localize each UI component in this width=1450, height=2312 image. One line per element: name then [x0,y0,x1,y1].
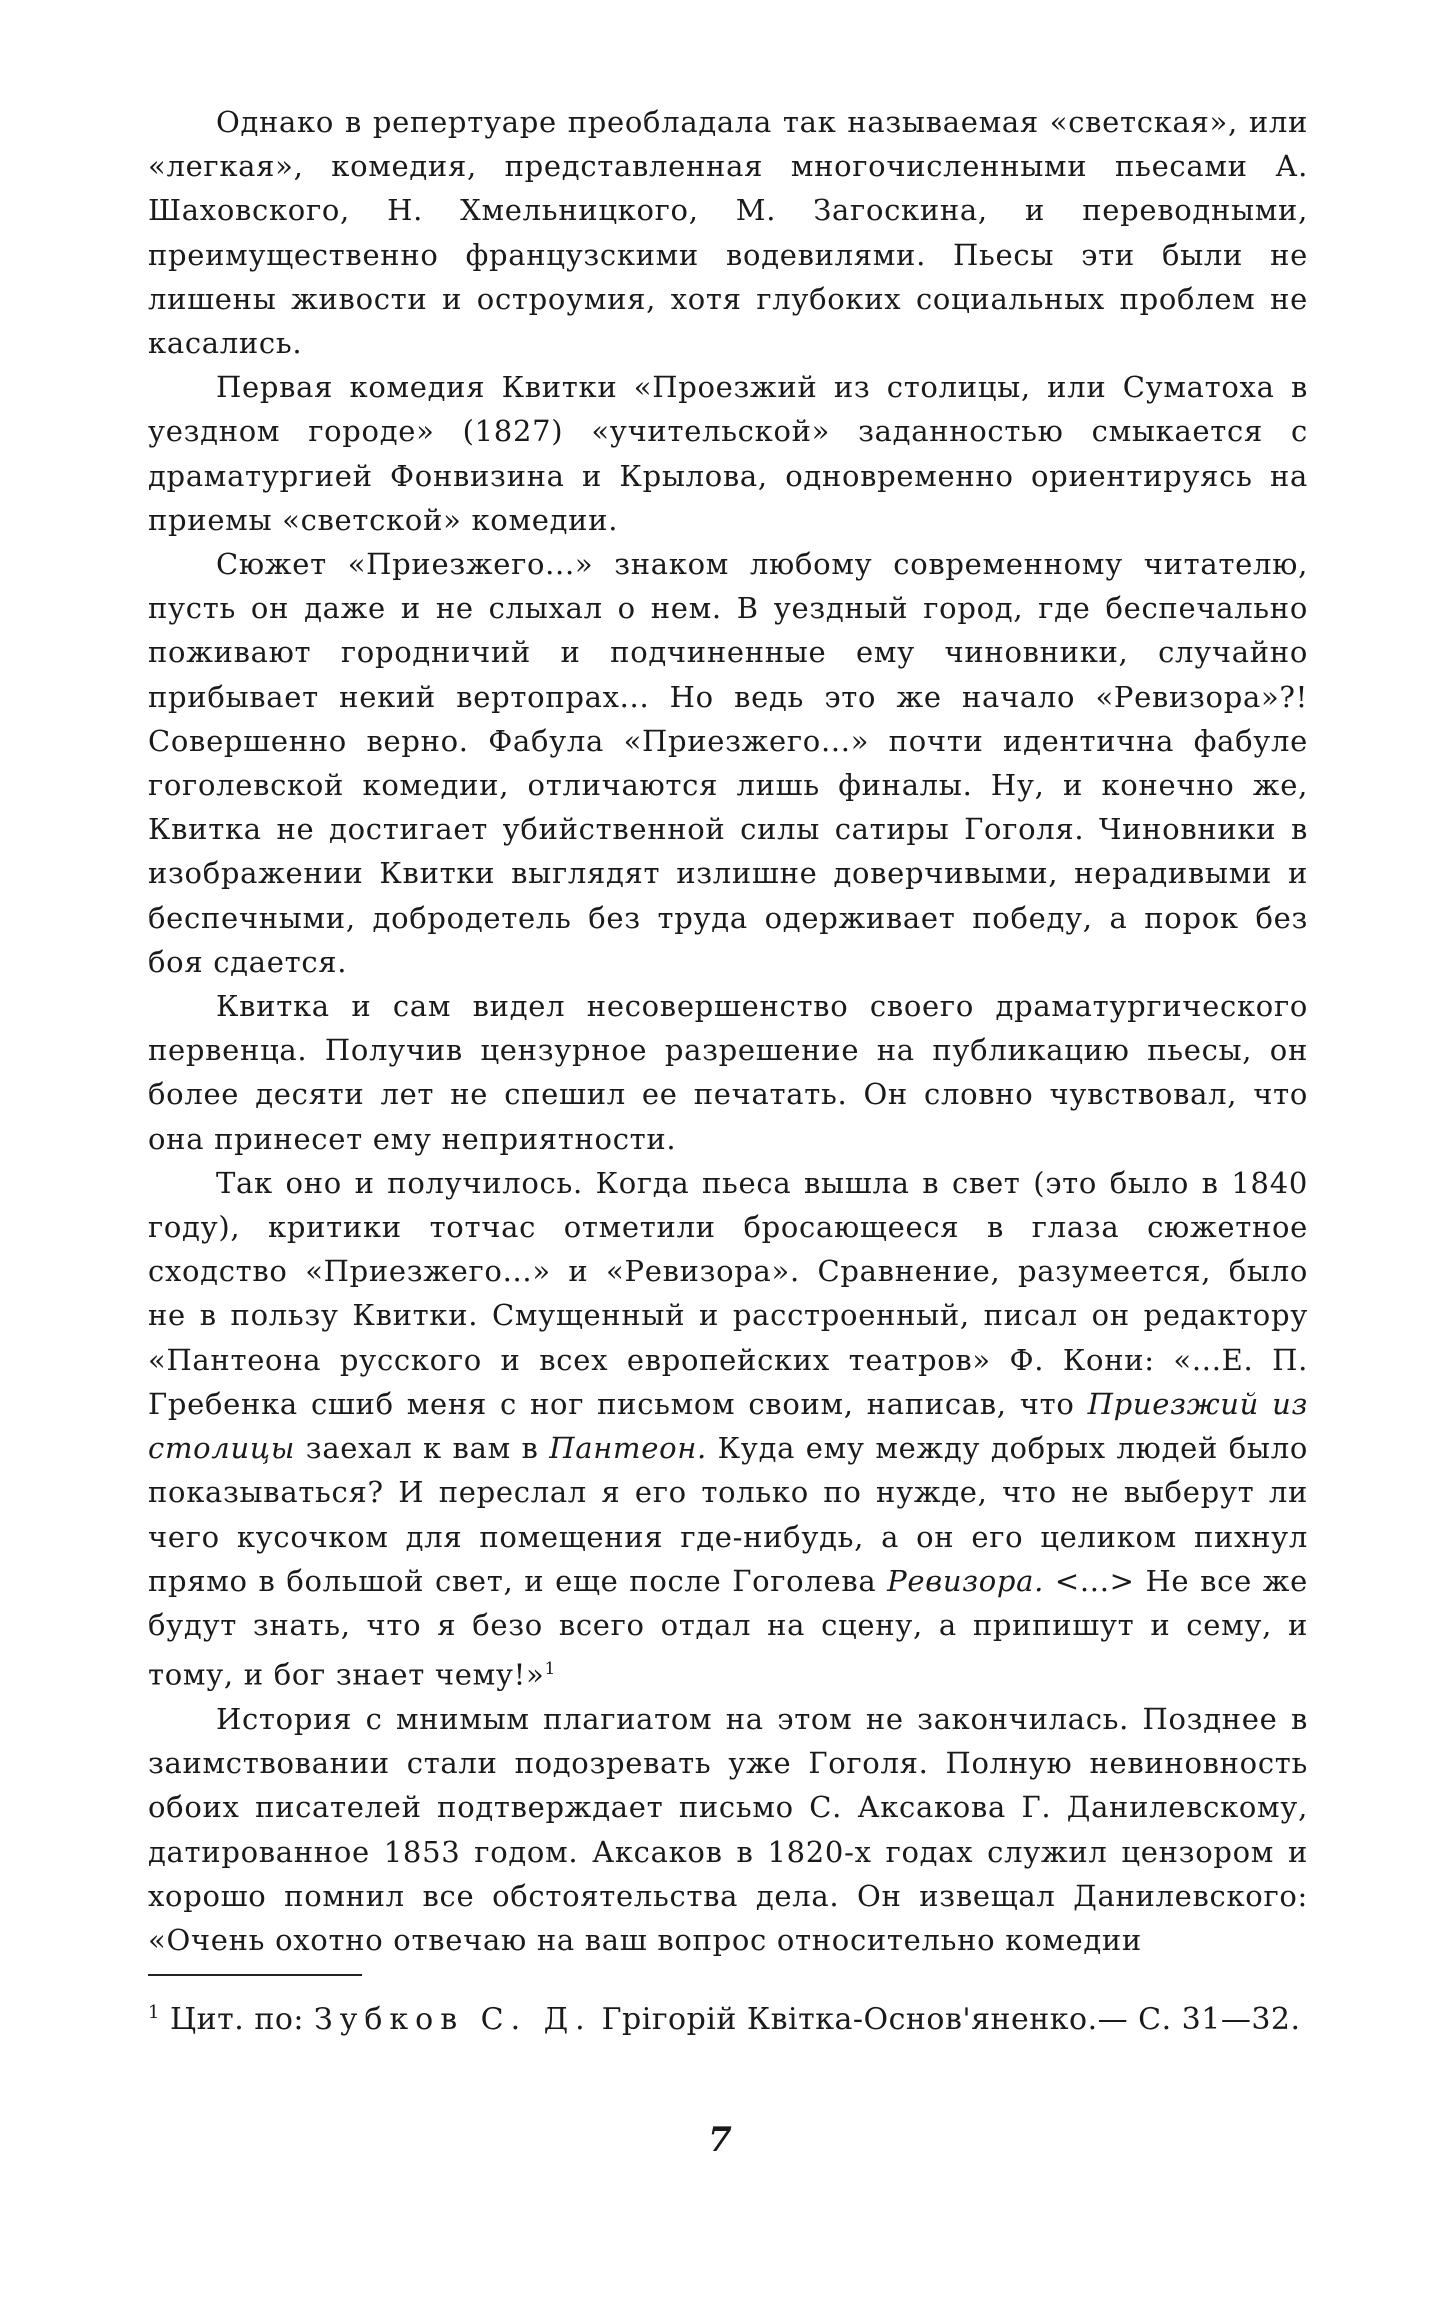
paragraph-1: Однако в репертуаре преобладала так называемая «светская», или «легкая», комедия, представленная многочисленными пьесами А. Шаховского, Н. Хмельницкого, М. Загоскина, и переводными, преимущественно французскими водевилями. Пьесы эти были не лишены живости и остроумия, хотя глубоких социальных проблем не касались. [148,105,1308,361]
paragraph-5 [148,1161,1308,1697]
footnote [148,1998,1308,2042]
paragraph-2: Первая комедия Квитки «Проезжий из столицы, или Суматоха в уездном городе» (1827) «учительской» заданностью смыкается с драматургией Фонвизина и Крылова, одновременно ориентируясь на приемы «светской» комедии. [148,370,1308,537]
main-text [148,100,1308,1962]
paragraph-4: Квитка и сам видел несовершенство своего драматургического первенца. Получив цензурное разрешение на публикацию пьесы, он более десяти лет не спешил ее печатать. Он словно чувствовал, что она принесет ему неприятности. [148,989,1308,1156]
footnote-prefix: Цит. по: [170,2002,315,2037]
footnote-divider [148,1974,362,1976]
paragraph-6: История с мнимым плагиатом на этом не закончилась. Позднее в заимствовании стали подозревать уже Гоголя. Полную невиновность обоих писателей подтверждает письмо С. Аксакова Г. Данилевскому, датированное 1853 годом. Аксаков в 1820-х годах служил цензором и хорошо помнил все обстоятельства дела. Он извещал Данилевского: «Очень охотно отвечаю на ваш вопрос относительно комедии [148,1701,1308,1957]
title-revizor: Ревизора. [887,1563,1045,1598]
paragraph-5-text-before: Так оно и получилось. Когда пьеса вышла в свет (это было в 1840 году), критики тотчас отметили бросающееся в глаза сюжетное сходство «Приезжего...» и «Ревизора». Сравнение, разумеется, было не в пользу Квитки. Смущенный и расстроенный, писал он редактору «Пантеона русского и всех европейских театров» Ф. Кони: «...Е. П. Гребенка сшиб меня с ног письмом своим, написав, что [148,1165,1308,1421]
footnote-marker: 1 [148,2002,160,2023]
paragraph-5-text-after: <...> Не все же будут знать, что я безо всего отдал на сцену, а припишут и сему, и тому, и бог знает чему!» [148,1563,1308,1692]
footnote-reference: 1 [544,1659,556,1680]
title-panteon: Пантеон. [549,1431,707,1466]
paragraph-5-text-middle-2: Куда ему между добрых людей было показываться? И переслал я его только по нужде, что не выберут ли чего кусочком для помещения где-нибудь, а он его целиком пихнул прямо в большой свет, и еще после Гоголева [148,1431,1308,1598]
paragraph-5-text-middle-1: заехал к вам в [295,1431,550,1466]
paragraph-3: Сюжет «Приезжего...» знаком любому современному читателю, пусть он даже и не слыхал о нем. В уездный город, где беспечально поживают городничий и подчиненные ему чиновники, случайно прибывает некий вертопрах... Но ведь это же начало «Ревизора»?! Совершенно верно. Фабула «Приезжего...» почти идентична фабуле гоголевской комедии, отличаются лишь финалы. Ну, и конечно же, Квитка не достигает убийственной силы сатиры Гоголя. Чиновники в изображении Квитки выглядят излишне доверчивыми, нерадивыми и беспечными, добродетель без труда одерживает победу, а порок без боя сдается. [148,547,1308,979]
footnote-title: Грігорій Квітка-Основ'яненко.— С. 31—32. [591,2002,1301,2037]
footnote-author: Зубков С. Д. [314,2002,592,2037]
title-priezzhiy: Приезжий из столицы [148,1386,1308,1466]
page-number: 7 [708,2120,732,2160]
